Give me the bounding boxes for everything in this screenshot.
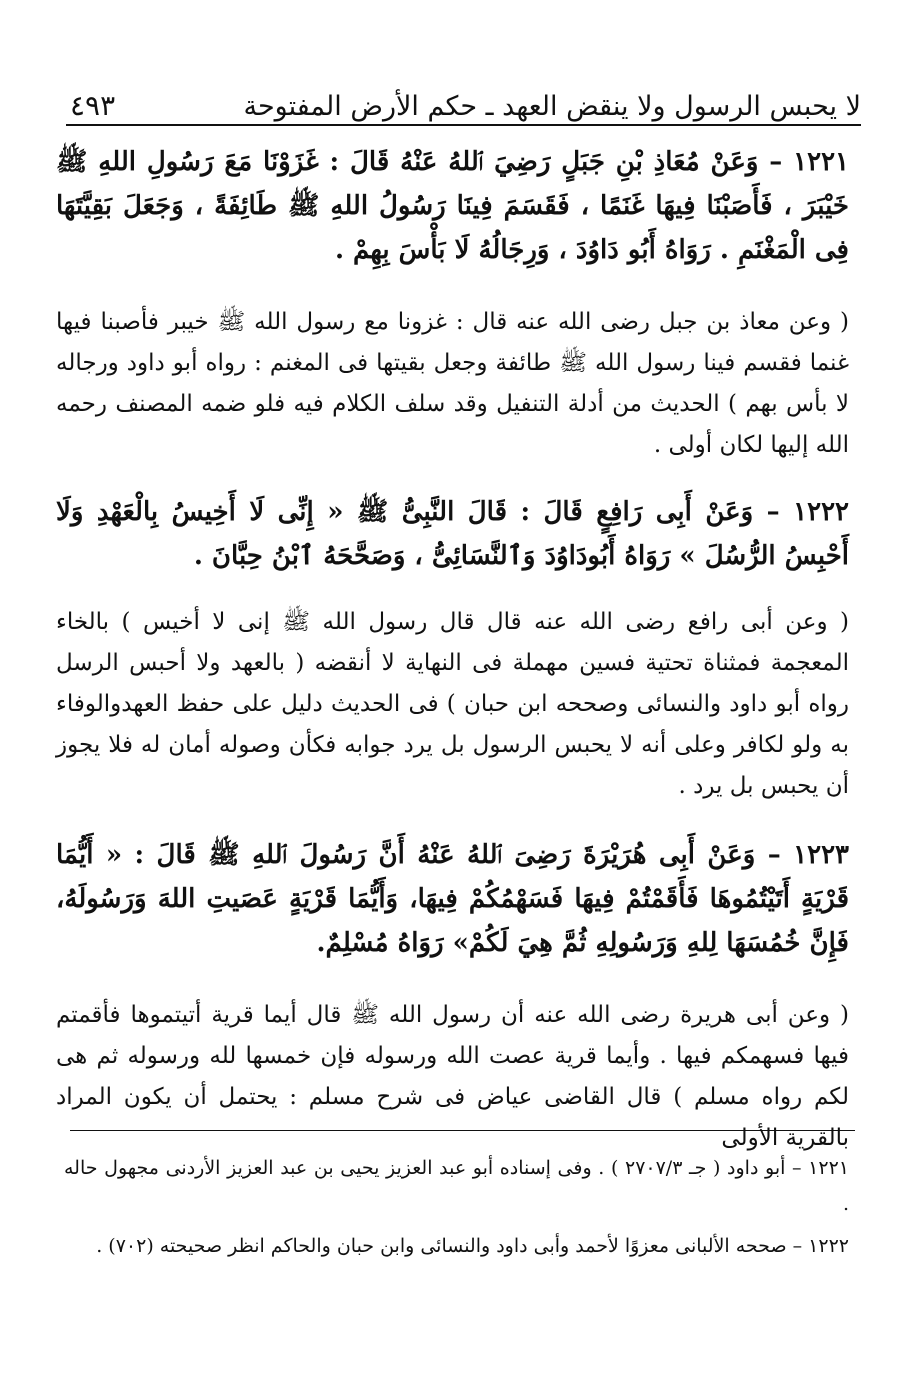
footnote-1221: ١٢٢١ – أبو داود ( جـ ٢٧٠٧/٣ ) . وفى إسناده أبو عبد العزيز يحيى بن عبد العزيز الأردنى مجهول حاله . xyxy=(64,1157,849,1215)
footnotes xyxy=(64,1150,849,1270)
commentary-1222: ( وعن أبى رافع رضى الله عنه قال قال رسول الله ﷺ إنى لا أخيس ) بالخاء المعجمة فمثناة تحتية فسين مهملة فى النهاية لا أنقضه ( بالعهد ولا أحبس الرسل رواه أبو داود والنسائى وصححه ابن حبان ) فى الحديث دليل على حفظ العهدوالوفاء به ولو لكافر وعلى أنه لا يحبس الرسول بل يرد جوابه فكأن وصوله أمان له فلا يجوز أن يحبس بل يرد . xyxy=(56,609,849,799)
page-header xyxy=(70,78,861,122)
commentary-1221: ( وعن معاذ بن جبل رضى الله عنه قال : غزونا مع رسول الله ﷺ خيبر فأصبنا فيها غنما فقسم فينا رسول الله ﷺ طائفة وجعل بقيتها فى المغنم : رواه أبو داود ورجاله لا بأس بهم ) الحديث من أدلة التنفيل وقد سلف الكلام فيه فلو ضمه المصنف رحمه الله إليها لكان أولى . xyxy=(56,309,849,458)
running-title: لا يحبس الرسول ولا ينقض العهد ـ حكم الأرض المفتوحة xyxy=(243,91,861,122)
main-text xyxy=(56,140,849,1159)
footnote-1222: ١٢٢٢ – صححه الألبانى معزوًا لأحمد وأبى داود والنسائى وابن حبان والحاكم انظر صحيحته (٧٠٢) . xyxy=(96,1235,849,1257)
footnote-divider xyxy=(70,1130,855,1131)
hadith-1222: ١٢٢٢ – وَعَنْ أَبِى رَافِعٍ قَالَ : قَالَ النَّبِىُّ ﷺ « إِنِّى لَا أَخِيسُ بِالْعَهْدِ وَلَا أَحْبِسُ الرُّسُلَ » رَوَاهُ أَبُودَاوُدَ وَٱلنَّسَائِىُّ ، وَصَحَّحَهُ ٱبْنُ حِبَّانَ . xyxy=(56,497,849,571)
commentary-1223: ( وعن أبى هريرة رضى الله عنه أن رسول الله ﷺ قال أيما قرية أتيتموها فأقمتم فيها فسهمكم فيها . وأيما قرية عصت الله ورسوله فإن خمسها لله ورسوله ثم هى لكم رواه مسلم ) قال القاضى عياض فى شرح مسلم : يحتمل أن يكون المراد بالقرية الأولى xyxy=(56,1002,849,1151)
hadith-1223: ١٢٢٣ – وَعَنْ أَبِى هُرَيْرَةَ رَضِىَ ٱللهُ عَنْهُ أَنَّ رَسُولَ ٱللهِ ﷺ قَالَ : « أَيُّمَا قَرْيَةٍ أَتَيْتُمُوهَا فَأَقَمْتُمْ فِيهَا فَسَهْمُكُمْ فِيهَا، وَأَيُّمَا قَرْيَةٍ عَصَيتِ اللهَ وَرَسُولَهُ، فَإِنَّ خُمُسَهَا لِلهِ وَرَسُولِهِ ثُمَّ هِيَ لَكُمْ» رَوَاهُ مُسْلِمٌ. xyxy=(56,840,849,958)
header-divider xyxy=(66,124,861,126)
page-number: ٤٩٣ xyxy=(70,89,116,122)
hadith-1221: ١٢٢١ – وَعَنْ مُعَاذِ بْنِ جَبَلٍ رَضِيَ ٱللهُ عَنْهُ قَالَ : غَزَوْنَا مَعَ رَسُولِ اللهِ ﷺ خَيْبَرَ ، فَأَصَبْنَا فِيهَا غَنَمًا ، فَقَسَمَ فِينَا رَسُولُ اللهِ ﷺ طَائِفَةً ، وَجَعَلَ بَقِيَّتَهَا فِى الْمَغْنَمِ . رَوَاهُ أَبُو دَاوُدَ ، وَرِجَالُهُ لَا بَأْسَ بِهِمْ . xyxy=(56,147,849,265)
